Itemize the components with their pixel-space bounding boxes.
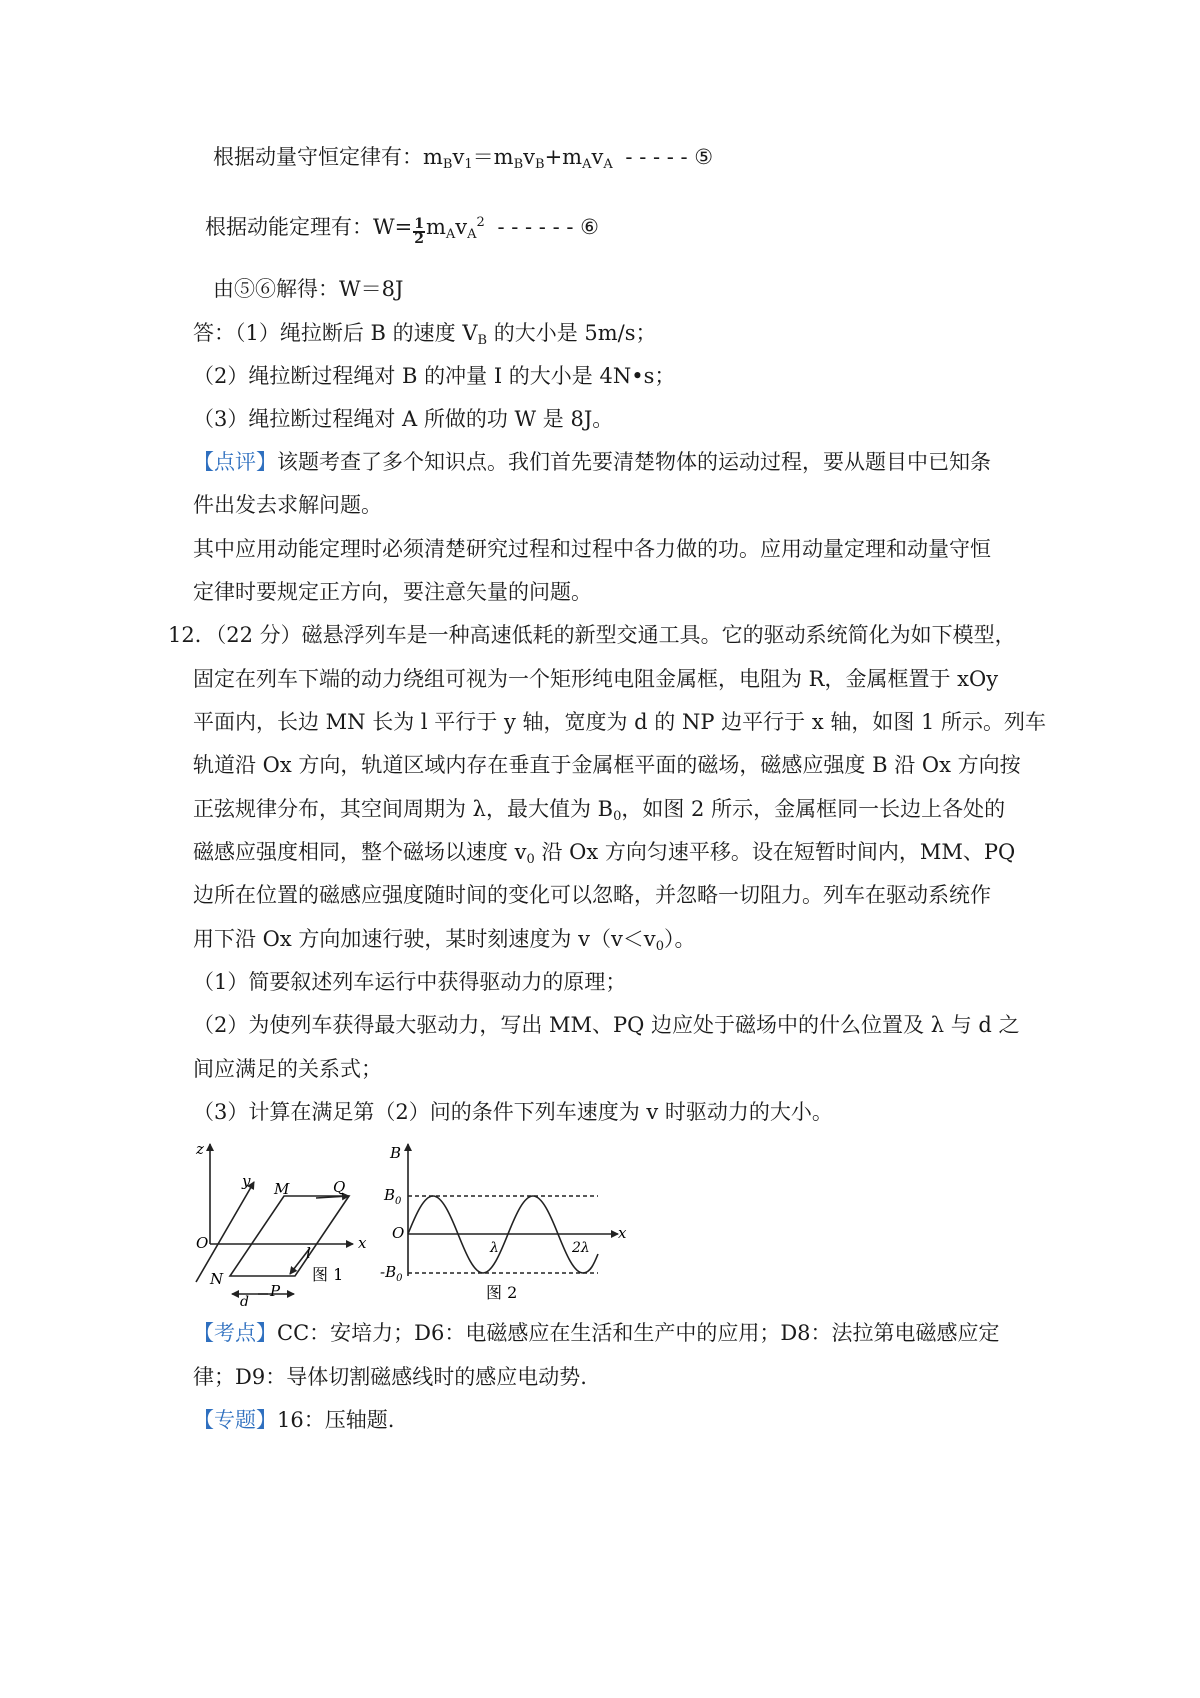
label-o-fig2: O	[392, 1224, 405, 1242]
figure-2	[378, 1134, 638, 1306]
answer-2: （2）绳拉断过程绳对 B 的冲量 I 的大小是 4N•s；	[193, 364, 676, 388]
fraction-half: $\frac{1}{2}$	[414, 216, 424, 247]
label-z: z	[196, 1140, 204, 1158]
zhuanti-line: 【专题】16：压轴题.	[193, 1408, 395, 1432]
label-two-lambda: 2λ	[572, 1240, 590, 1256]
problem12-line-3: 平面内，长边 MN 长为 l 平行于 y 轴，宽度为 d 的 NP 边平行于 x 轴，如图 1 所示。列车	[193, 710, 1047, 734]
label-d: d	[240, 1294, 249, 1306]
result-line: 由⑤⑥解得：W＝8J	[213, 277, 404, 301]
label-x-fig2: x	[618, 1224, 627, 1242]
question-3: （3）计算在满足第（2）问的条件下列车速度为 v 时驱动力的大小。	[193, 1100, 833, 1124]
figure-2-caption: 图 2	[486, 1283, 518, 1302]
eq6-formula: W= $\frac{1}{2}$ $m_Av_A^2$	[373, 215, 485, 247]
problem12-line-8: 用下沿 Ox 方向加速行驶，某时刻速度为 $v(v<v_0)$。	[193, 927, 696, 954]
label-neg-b0: $-B_0$	[380, 1263, 403, 1284]
comment-line-4: 定律时要规定正方向，要注意矢量的问题。	[193, 580, 592, 604]
problem12-line-5: 正弦规律分布，其空间周期为 λ，最大值为 $B_0$，如图 2 所示，金属框同一长边上各处的	[193, 797, 1006, 824]
label-q: Q	[333, 1178, 346, 1196]
label-x: x	[358, 1234, 367, 1252]
answer-3: （3）绳拉断过程绳对 A 所做的功 W 是 8J。	[193, 407, 614, 431]
label-n: N	[210, 1270, 224, 1288]
kaodian-tag: 【考点】	[193, 1321, 277, 1345]
comment-line-2: 件出发去求解问题。	[193, 493, 382, 517]
comment-line-3: 其中应用动能定理时必须清楚研究过程和过程中各力做的功。应用动量定理和动量守恒	[193, 537, 991, 561]
label-lambda: λ	[490, 1240, 499, 1256]
label-p: P	[270, 1282, 281, 1300]
comment-tag: 【点评】	[193, 450, 277, 474]
kaodian-line-2: 律；D9：导体切割磁感线时的感应电动势.	[193, 1365, 587, 1389]
problem12-line-6: 磁感应强度相同，整个磁场以速度 $v_0$ 沿 Ox 方向匀速平移。设在短暂时间内，MM、PQ	[193, 840, 1016, 867]
label-l: l	[306, 1244, 311, 1262]
figure-1-caption: 图 1	[312, 1265, 344, 1284]
label-b: B	[390, 1144, 402, 1162]
figure-1	[188, 1134, 368, 1306]
eq6-line: 根据动能定理有：W= $\frac{1}{2}$ $m_Av_A^2$ - - - - - - ⑥	[205, 215, 599, 247]
problem12-line-1: 12．（22 分）磁悬浮列车是一种高速低耗的新型交通工具。它的驱动系统简化为如下模型，	[168, 623, 1016, 647]
problem12-line-7: 边所在位置的磁感应强度随时间的变化可以忽略，并忽略一切阻力。列车在驱动系统作	[193, 883, 991, 907]
eq5-line: 根据动量守恒定律有：$m_Bv_1=m_Bv_B+m_Av_A$ - - - - - ⑤	[213, 145, 714, 172]
label-y: y	[242, 1172, 251, 1190]
problem12-line-2: 固定在列车下端的动力绕组可视为一个矩形纯电阻金属框，电阻为 R，金属框置于 xOy	[193, 667, 999, 691]
eq5-formula: $m_Bv_1=m_Bv_B+m_Av_A$	[423, 145, 613, 172]
zhuanti-tag: 【专题】	[193, 1408, 277, 1432]
label-m: M	[274, 1180, 290, 1198]
problem12-line-4: 轨道沿 Ox 方向，轨道区域内存在垂直于金属框平面的磁场，磁感应强度 B 沿 Ox 方向按	[193, 753, 1021, 777]
y-axis	[196, 1182, 254, 1282]
kaodian-line-1: 【考点】CC：安培力；D6：电磁感应在生活和生产中的应用；D8：法拉第电磁感应定	[193, 1321, 1000, 1345]
question-2-line-1: （2）为使列车获得最大驱动力，写出 MM、PQ 边应处于磁场中的什么位置及 λ 与 d 之	[193, 1013, 1020, 1037]
question-1: （1）简要叙述列车运行中获得驱动力的原理；	[193, 970, 627, 994]
answer-1: 答：（1）绳拉断后 B 的速度 $V_B$ 的大小是 5m/s；	[193, 321, 657, 348]
metal-frame	[230, 1196, 349, 1276]
comment-line-1: 【点评】该题考查了多个知识点。我们首先要清楚物体的运动过程，要从题目中已知条	[193, 450, 991, 474]
question-2-line-2: 间应满足的关系式；	[193, 1057, 382, 1081]
label-o: O	[196, 1234, 209, 1252]
label-b0: $B_0$	[384, 1186, 402, 1207]
